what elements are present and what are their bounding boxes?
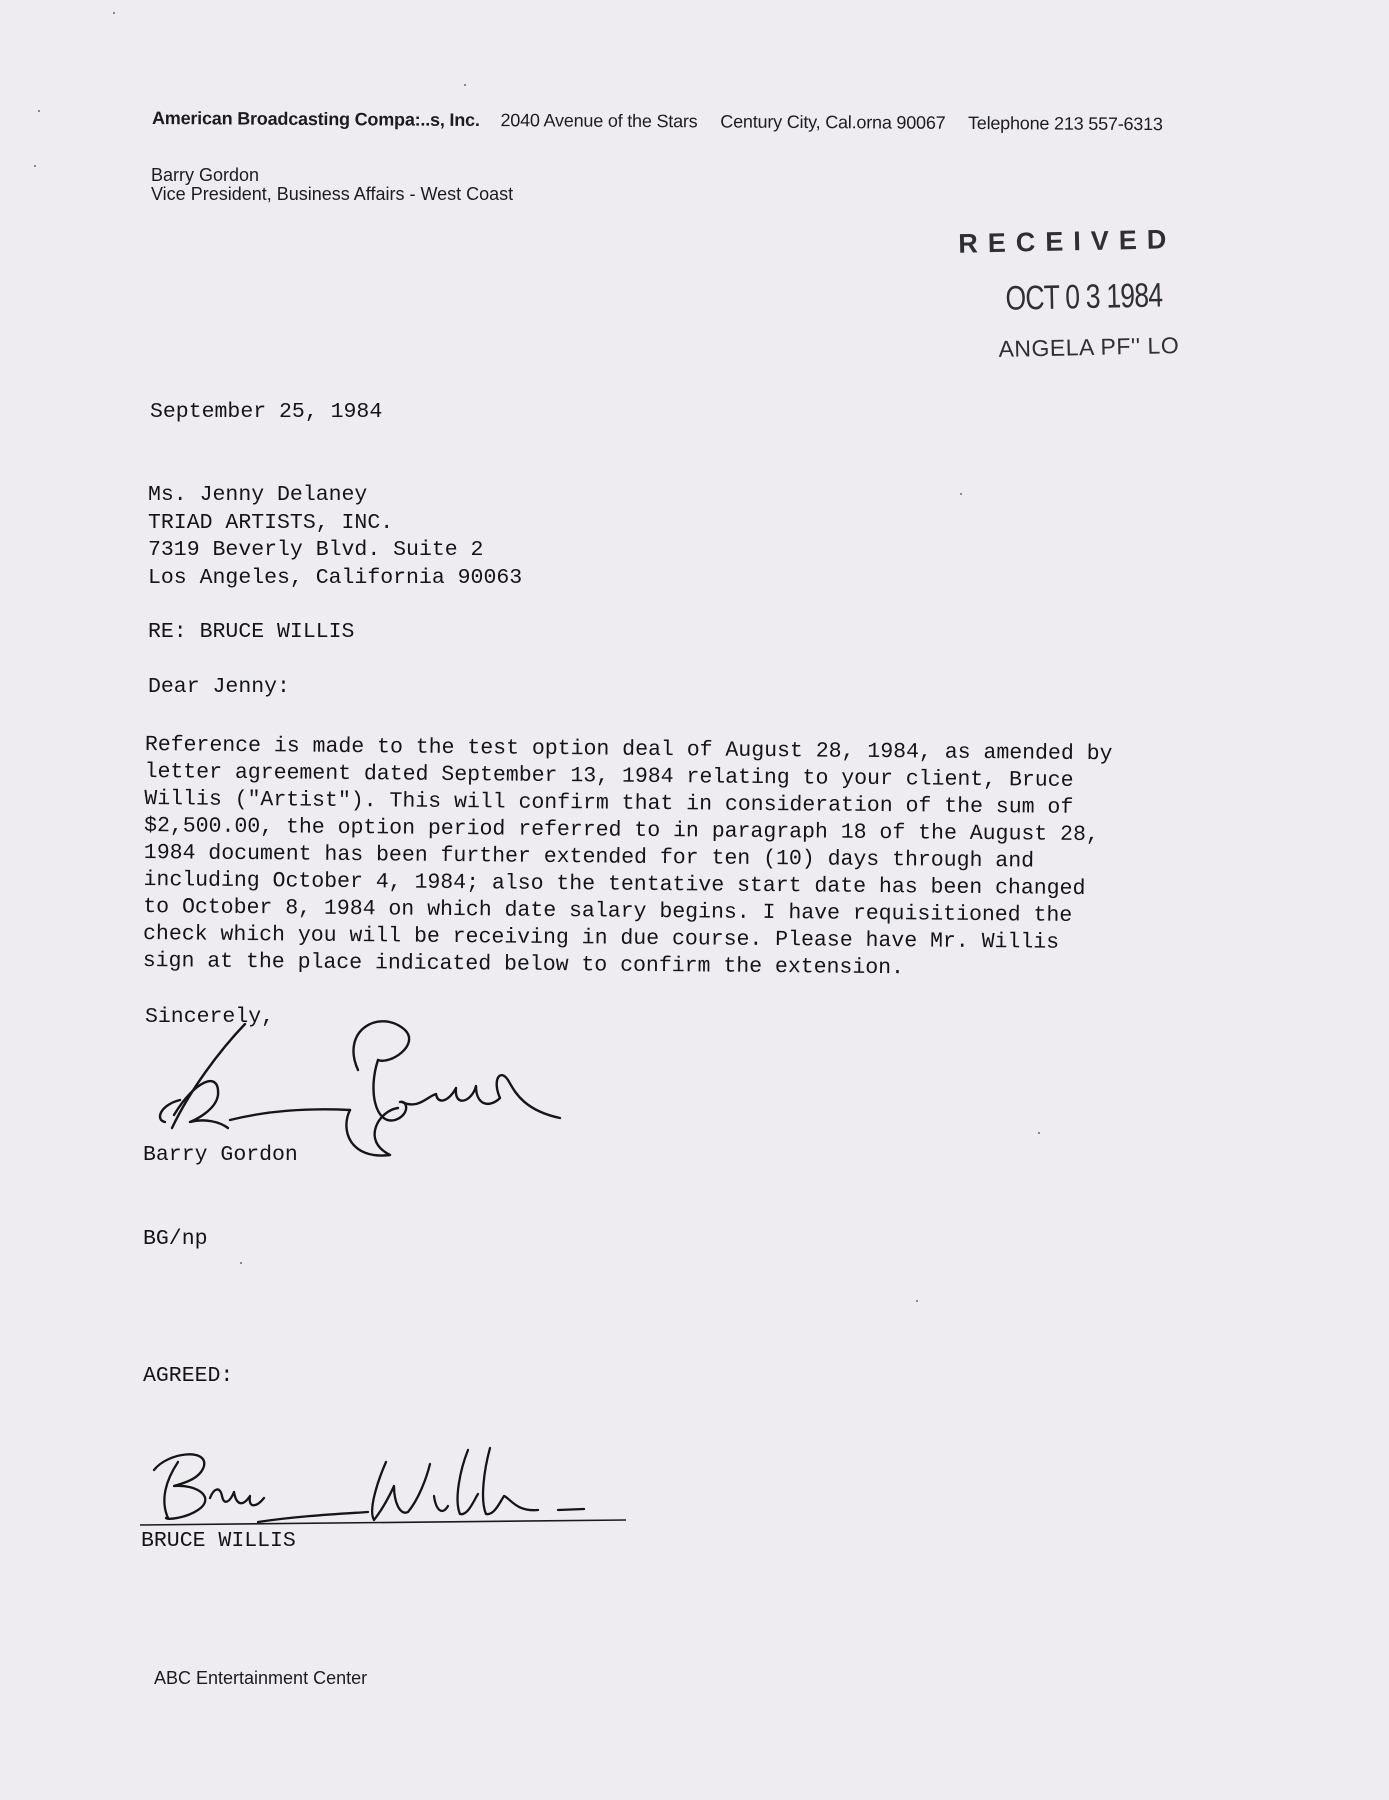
recipient-line: Ms. Jenny Delaney bbox=[148, 483, 368, 507]
salutation: Dear Jenny: bbox=[148, 675, 290, 699]
signature-line bbox=[140, 1520, 626, 1525]
sender-title: Vice President, Business Affairs - West Coast bbox=[151, 184, 514, 204]
subject-line: RE: BRUCE WILLIS bbox=[148, 620, 355, 644]
letter-date: September 25, 1984 bbox=[150, 400, 383, 424]
agreed-label: AGREED: bbox=[143, 1364, 234, 1388]
company-name: American Broadcasting Compa:..s, Inc. bbox=[151, 108, 480, 131]
scan-speck bbox=[38, 110, 40, 112]
scan-speck bbox=[113, 12, 115, 14]
signer-name: Barry Gordon bbox=[143, 1143, 298, 1167]
scan-speck bbox=[464, 84, 466, 86]
body-line: Willis ("Artist"). This will confirm that in consideration of the sum of bbox=[144, 786, 1074, 820]
closing: Sincerely, bbox=[145, 1005, 275, 1029]
body-line: including October 4, 1984; also the tentative start date has been changed bbox=[143, 867, 1086, 902]
scan-speck bbox=[34, 165, 36, 167]
artist-name: BRUCE WILLIS bbox=[141, 1529, 296, 1553]
scan-speck bbox=[1038, 1132, 1040, 1134]
body-line: to October 8, 1984 on which date salary begins. I have requisitioned the bbox=[143, 894, 1073, 928]
body-line: $2,500.00, the option period referred to in paragraph 18 of the August 28, bbox=[143, 813, 1099, 848]
recipient-block bbox=[148, 482, 522, 592]
recipient-line: 7319 Beverly Blvd. Suite 2 bbox=[148, 538, 484, 562]
sender-name: Barry Gordon bbox=[151, 165, 260, 185]
recipient-line: TRIAD ARTISTS, INC. bbox=[148, 510, 394, 535]
received-stamp bbox=[958, 223, 1218, 362]
stamp-date: OCT 0 3 1984 bbox=[1005, 276, 1163, 318]
body-line: letter agreement dated September 13, 1984 relating to your client, Bruce bbox=[144, 759, 1074, 793]
body-line: Reference is made to the test option deal of August 28, 1984, as amended by bbox=[144, 732, 1113, 767]
body-line: 1984 document has been further extended for ten (10) days through and bbox=[143, 840, 1035, 874]
company-city: Century City, Cal.orna 90067 bbox=[720, 111, 946, 133]
scan-speck bbox=[240, 1262, 242, 1264]
stamp-label: RECEIVED bbox=[958, 224, 1177, 259]
body-paragraph bbox=[143, 732, 1225, 985]
scan-speck bbox=[916, 1300, 918, 1302]
body-line: sign at the place indicated below to confirm the extension. bbox=[142, 948, 905, 981]
bruce-willis-signature bbox=[138, 1440, 638, 1530]
sender-block bbox=[151, 166, 513, 204]
scan-speck bbox=[960, 493, 962, 495]
company-telephone: Telephone 213 557-6313 bbox=[967, 112, 1163, 135]
body-line: check which you will be receiving in due course. Please have Mr. Willis bbox=[142, 921, 1060, 955]
recipient-line: Los Angeles, California 90063 bbox=[148, 565, 523, 590]
typist-initials: BG/np bbox=[143, 1227, 208, 1251]
company-address: 2040 Avenue of the Stars bbox=[500, 110, 698, 132]
letterhead bbox=[152, 108, 1163, 135]
page-footer: ABC Entertainment Center bbox=[154, 1668, 368, 1688]
stamp-name: ANGELA PF'' LO bbox=[998, 332, 1180, 362]
